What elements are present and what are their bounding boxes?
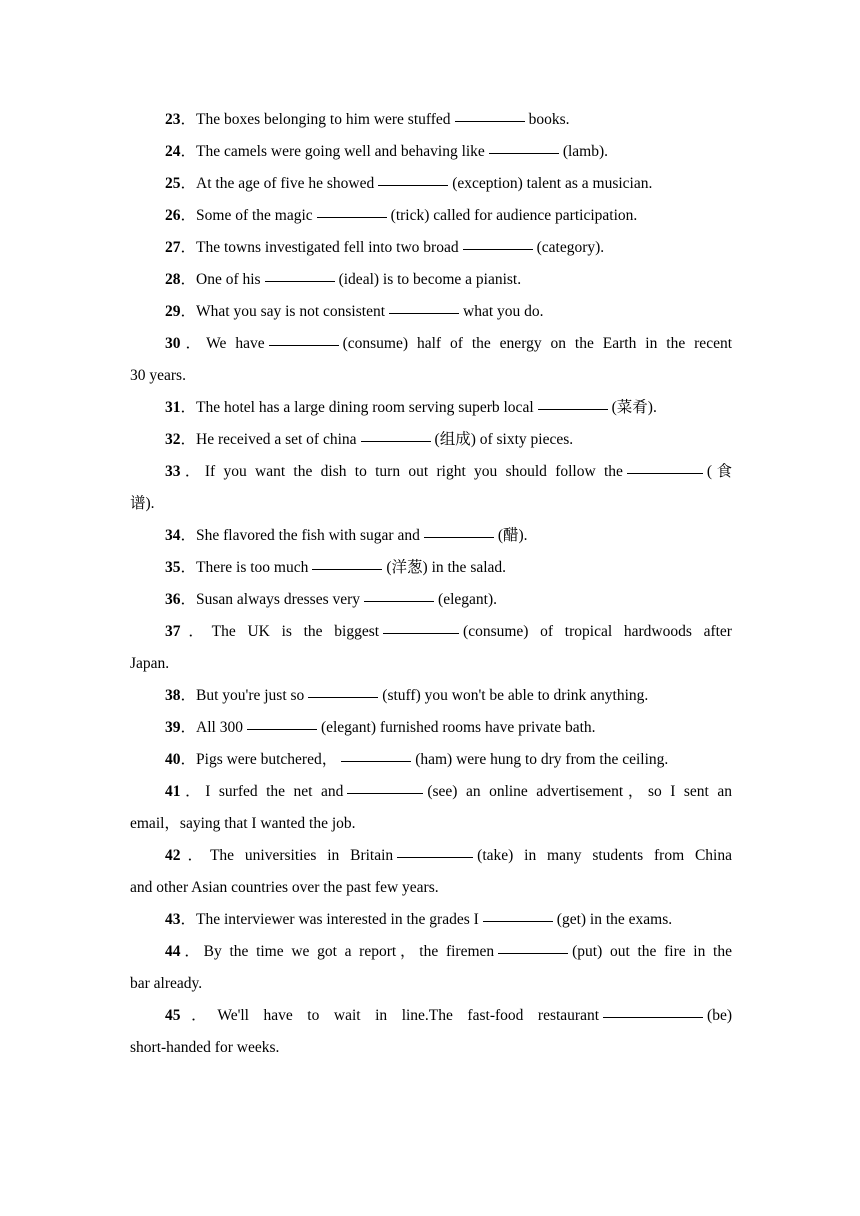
item-continuation: and other Asian countries over the past few years. [130, 879, 439, 896]
answer-blank[interactable] [538, 408, 608, 410]
exercise-item: 26．Some of the magic (trick) called for audience participation. [165, 207, 638, 224]
answer-blank[interactable] [397, 856, 473, 858]
item-continuation: bar already. [130, 975, 203, 992]
item-continuation: 谱). [130, 495, 155, 512]
answer-blank[interactable] [364, 600, 434, 602]
item-text-before: All 300 [196, 719, 243, 736]
item-text-after: (take) in many students from China [477, 847, 732, 864]
exercise-item: 32．He received a set of china (组成) of sixty pieces. [165, 431, 574, 448]
item-number: 41 [165, 783, 181, 800]
answer-blank[interactable] [483, 920, 553, 922]
item-text-before: The towns investigated fell into two broad [196, 239, 459, 256]
exercise-item: 27．The towns investigated fell into two broad (category). [165, 239, 605, 256]
exercise-item: 28．One of his (ideal) is to become a pianist. [165, 271, 522, 288]
item-number: 26 [165, 207, 181, 224]
item-number: 28 [165, 271, 181, 288]
item-text-before: But you're just so [196, 687, 305, 704]
item-number: 25 [165, 175, 181, 192]
item-number: 45 [165, 1007, 181, 1024]
exercise-item: 40．Pigs were butchered， (ham) were hung to dry from the ceiling. [165, 751, 669, 768]
item-text-before: We have [206, 335, 265, 352]
answer-blank[interactable] [247, 728, 317, 730]
item-text-before: Some of the magic [196, 207, 313, 224]
item-text-after: (be) [707, 1007, 732, 1024]
item-text-after: (exception) talent as a musician. [452, 175, 653, 192]
item-number: 37 [165, 623, 181, 640]
exercise-item: 30．We have (consume) half of the energy on the Earth in the recent 30 years. [130, 328, 732, 392]
answer-blank[interactable] [455, 120, 525, 122]
item-continuation: short-handed for weeks. [130, 1039, 280, 1056]
item-number: 24 [165, 143, 181, 160]
exercise-item: 29．What you say is not consistent what you do. [165, 303, 544, 320]
answer-blank[interactable] [389, 312, 459, 314]
item-text-before: At the age of five he showed [196, 175, 375, 192]
exercise-item: 38．But you're just so (stuff) you won't be able to drink anything. [165, 687, 649, 704]
item-text-before: Pigs were butchered， [196, 751, 338, 768]
exercise-item: 24．The camels were going well and behaving like (lamb). [165, 143, 609, 160]
item-text-before: Susan always dresses very [196, 591, 361, 608]
exercise-item: 41．I surfed the net and (see) an online advertisement，so I sent an email，saying that I wanted the job. [130, 776, 732, 840]
item-number: 36 [165, 591, 181, 608]
exercise-item: 42．The universities in Britain (take) in many students from China and other Asian countries over the past few years. [130, 840, 732, 904]
answer-blank[interactable] [312, 568, 382, 570]
item-text-before: The hotel has a large dining room serving superb local [196, 399, 534, 416]
exercise-list [130, 104, 732, 1064]
answer-blank[interactable] [463, 248, 533, 250]
answer-blank[interactable] [265, 280, 335, 282]
answer-blank[interactable] [603, 1016, 703, 1018]
exercise-item: 23．The boxes belonging to him were stuffed books. [165, 111, 570, 128]
item-number: 34 [165, 527, 181, 544]
item-text-after: (elegant). [438, 591, 497, 608]
answer-blank[interactable] [308, 696, 378, 698]
item-text-before: She flavored the fish with sugar and [196, 527, 420, 544]
item-number: 29 [165, 303, 181, 320]
exercise-item: 34．She flavored the fish with sugar and (醋). [165, 527, 528, 544]
item-text-after: (stuff) you won't be able to drink anything. [382, 687, 649, 704]
item-text-after: books. [528, 111, 570, 128]
item-text-after: (see) an online advertisement，so I sent an [427, 783, 732, 800]
item-text-after: (醋). [497, 527, 528, 544]
item-text-before: He received a set of china [196, 431, 357, 448]
item-number: 30 [165, 335, 181, 352]
item-number: 35 [165, 559, 181, 576]
answer-blank[interactable] [317, 216, 387, 218]
exercise-item: 25．At the age of five he showed (exception) talent as a musician. [165, 175, 653, 192]
item-text-after: (consume) half of the energy on the Earth in the recent [342, 335, 733, 352]
exercise-item: 43．The interviewer was interested in the grades I (get) in the exams. [165, 911, 673, 928]
item-text-before: If you want the dish to turn out right you should follow the [204, 463, 623, 480]
exercise-item: 33．If you want the dish to turn out right you should follow the (食 谱). [130, 456, 732, 520]
answer-blank[interactable] [424, 536, 494, 538]
item-number: 40 [165, 751, 181, 768]
exercise-item: 36．Susan always dresses very (elegant). [165, 591, 497, 608]
answer-blank[interactable] [489, 152, 559, 154]
item-text-after: (category). [536, 239, 605, 256]
item-number: 27 [165, 239, 181, 256]
item-text-after: what you do. [463, 303, 544, 320]
item-text-before: The interviewer was interested in the grades I [196, 911, 479, 928]
exercise-item: 31．The hotel has a large dining room serving superb local (菜肴). [165, 399, 657, 416]
item-continuation: email，saying that I wanted the job. [130, 815, 356, 832]
item-text-before: I surfed the net and [205, 783, 344, 800]
item-text-after: (get) in the exams. [556, 911, 673, 928]
item-continuation: 30 years. [130, 367, 186, 384]
answer-blank[interactable] [341, 760, 411, 762]
item-number: 32 [165, 431, 181, 448]
answer-blank[interactable] [383, 632, 459, 634]
item-text-before: We'll have to wait in line.The fast-food restaurant [217, 1007, 600, 1024]
item-number: 42 [165, 847, 181, 864]
item-text-before: What you say is not consistent [196, 303, 386, 320]
item-number: 33 [165, 463, 181, 480]
item-text-after: (菜肴). [611, 399, 657, 416]
item-number: 44 [165, 943, 181, 960]
item-number: 38 [165, 687, 181, 704]
item-text-after: (洋葱) in the salad. [386, 559, 507, 576]
item-number: 23 [165, 111, 181, 128]
answer-blank[interactable] [498, 952, 568, 954]
item-text-after: (trick) called for audience participation. [390, 207, 638, 224]
exercise-item: 39．All 300 (elegant) furnished rooms have private bath. [165, 719, 596, 736]
item-text-before: The universities in Britain [209, 847, 394, 864]
item-continuation: Japan. [130, 655, 170, 672]
exercise-item: 44．By the time we got a report，the firemen (put) out the fire in the bar already. [130, 936, 732, 1000]
exercise-item: 45．We'll have to wait in line.The fast-food restaurant (be) short-handed for weeks. [130, 1000, 732, 1064]
item-text-after: (组成) of sixty pieces. [434, 431, 574, 448]
item-text-before: The camels were going well and behaving like [196, 143, 485, 160]
item-text-before: By the time we got a report，the firemen [203, 943, 495, 960]
item-text-after: (ham) were hung to dry from the ceiling. [415, 751, 669, 768]
item-text-after: (put) out the fire in the [572, 943, 732, 960]
item-text-before: The UK is the biggest [211, 623, 380, 640]
answer-blank[interactable] [627, 472, 703, 474]
exercise-item: 37．The UK is the biggest (consume) of tropical hardwoods after Japan. [130, 616, 732, 680]
item-text-before: There is too much [196, 559, 309, 576]
item-text-after: (lamb). [562, 143, 609, 160]
item-text-after: (ideal) is to become a pianist. [338, 271, 522, 288]
exercise-item: 35．There is too much (洋葱) in the salad. [165, 559, 507, 576]
item-number: 39 [165, 719, 181, 736]
item-number: 43 [165, 911, 181, 928]
answer-blank[interactable] [361, 440, 431, 442]
item-number: 31 [165, 399, 181, 416]
answer-blank[interactable] [347, 792, 423, 794]
answer-blank[interactable] [269, 344, 339, 346]
answer-blank[interactable] [378, 184, 448, 186]
item-text-before: One of his [196, 271, 261, 288]
item-text-after: (食 [706, 463, 732, 480]
item-text-before: The boxes belonging to him were stuffed [196, 111, 451, 128]
item-text-after: (elegant) furnished rooms have private bath. [320, 719, 596, 736]
item-text-after: (consume) of tropical hardwoods after [463, 623, 732, 640]
